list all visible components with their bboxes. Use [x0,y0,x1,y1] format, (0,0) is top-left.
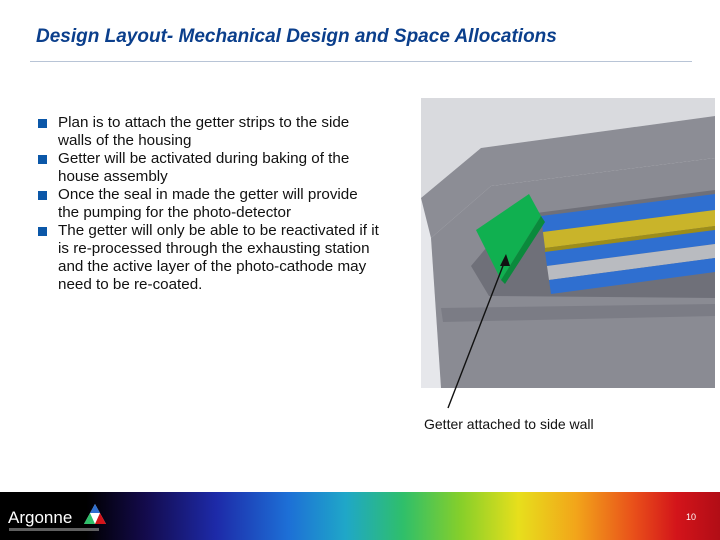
bullet-text: Plan is to attach the getter strips to the side walls of the housing [58,114,350,149]
page-number: 10 [685,512,696,522]
housing-cad-image [421,98,715,388]
bullet-text: The getter will only be able to be reactivated if it is re-processed through the exhausting station and the active layer of the photo-cathode may need to be re-coated. [58,222,379,293]
figure-caption: Getter attached to side wall [424,416,594,432]
bullet-square-icon [38,191,47,200]
bullet-square-icon [38,119,47,128]
bullet-square-icon [38,227,47,236]
bullet-square-icon [38,155,47,164]
bullet-item [38,150,383,186]
argonne-logo [8,498,128,536]
bullet-item [38,114,383,150]
bullet-list [38,114,383,294]
logo-wordmark: Argonne [8,508,73,527]
argonne-triangle-icon [82,502,108,528]
slide-title: Design Layout- Mechanical Design and Space Allocations [36,26,557,47]
bullet-text: Once the seal in made the getter will provide the pumping for the photo-detector [58,186,358,221]
footer-band [0,492,720,540]
bullet-item [38,186,383,222]
bullet-item [38,222,383,294]
bullet-text: Getter will be activated during baking of the house assembly [58,150,350,185]
title-divider [30,61,692,62]
logo-tagline [9,528,99,531]
